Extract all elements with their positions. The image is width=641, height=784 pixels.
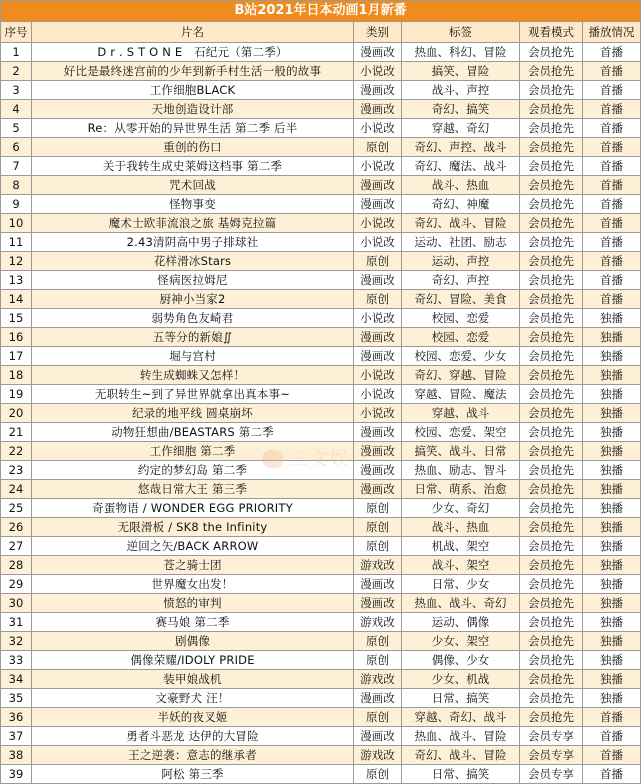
cell-broadcast: 独播	[583, 518, 641, 537]
cell-category: 原创	[354, 252, 402, 271]
cell-watch-mode: 会员抢先	[520, 176, 583, 195]
cell-name: 好比是最终迷宫前的少年到新手村生活一般的故事	[32, 62, 354, 81]
cell-category: 小说改	[354, 62, 402, 81]
cell-index: 12	[1, 252, 32, 271]
cell-watch-mode: 会员抢先	[520, 461, 583, 480]
cell-category: 原创	[354, 651, 402, 670]
cell-category: 漫画改	[354, 689, 402, 708]
header-row	[1, 22, 641, 43]
cell-name: 重创的伤口	[32, 138, 354, 157]
cell-index: 37	[1, 727, 32, 746]
cell-tags: 日常、搞笑	[402, 689, 520, 708]
cell-tags: 运动、声控	[402, 252, 520, 271]
cell-watch-mode: 会员抢先	[520, 214, 583, 233]
cell-name: 苍之骑士团	[32, 556, 354, 575]
cell-watch-mode: 会员抢先	[520, 613, 583, 632]
table-row	[1, 765, 641, 784]
cell-tags: 日常、萌系、治愈	[402, 480, 520, 499]
cell-broadcast: 独播	[583, 385, 641, 404]
cell-index: 28	[1, 556, 32, 575]
cell-index: 16	[1, 328, 32, 347]
cell-category: 漫画改	[354, 81, 402, 100]
cell-watch-mode: 会员抢先	[520, 670, 583, 689]
cell-watch-mode: 会员抢先	[520, 157, 583, 176]
cell-category: 漫画改	[354, 480, 402, 499]
table-row	[1, 347, 641, 366]
cell-category: 原创	[354, 632, 402, 651]
cell-category: 原创	[354, 708, 402, 727]
cell-broadcast: 首播	[583, 43, 641, 62]
cell-broadcast: 独播	[583, 670, 641, 689]
table-row	[1, 309, 641, 328]
cell-category: 漫画改	[354, 100, 402, 119]
cell-tags: 搞笑、冒险	[402, 62, 520, 81]
cell-name: 约定的梦幻岛 第二季	[32, 461, 354, 480]
cell-name: 魔术士欧菲流浪之旅 基姆克拉篇	[32, 214, 354, 233]
cell-category: 小说改	[354, 366, 402, 385]
cell-name: 无职转生~到了异世界就拿出真本事~	[32, 385, 354, 404]
cell-watch-mode: 会员抢先	[520, 43, 583, 62]
cell-watch-mode: 会员抢先	[520, 309, 583, 328]
cell-watch-mode: 会员抢先	[520, 708, 583, 727]
cell-tags: 日常、搞笑	[402, 765, 520, 784]
cell-tags: 穿越、奇幻	[402, 119, 520, 138]
cell-name: D r . S T O N E 石纪元（第二季）	[32, 43, 354, 62]
cell-index: 9	[1, 195, 32, 214]
cell-category: 原创	[354, 765, 402, 784]
cell-index: 39	[1, 765, 32, 784]
table-row	[1, 43, 641, 62]
cell-name: 阿松 第三季	[32, 765, 354, 784]
cell-tags: 奇幻、搞笑	[402, 100, 520, 119]
table-row	[1, 746, 641, 765]
cell-index: 24	[1, 480, 32, 499]
cell-tags: 战斗、声控	[402, 81, 520, 100]
watermark-text: 三文娱	[290, 449, 350, 470]
cell-name: 勇者斗恶龙 达伊的大冒险	[32, 727, 354, 746]
cell-broadcast: 独播	[583, 442, 641, 461]
cell-watch-mode: 会员抢先	[520, 423, 583, 442]
cell-index: 14	[1, 290, 32, 309]
cell-broadcast: 独播	[583, 328, 641, 347]
cell-broadcast: 首播	[583, 252, 641, 271]
cell-name: 动物狂想曲/BEASTARS 第二季	[32, 423, 354, 442]
table-row	[1, 176, 641, 195]
table-row	[1, 119, 641, 138]
cell-tags: 奇幻、神魔	[402, 195, 520, 214]
cell-index: 23	[1, 461, 32, 480]
cell-watch-mode: 会员抢先	[520, 575, 583, 594]
cell-category: 小说改	[354, 214, 402, 233]
table-row	[1, 727, 641, 746]
cell-index: 22	[1, 442, 32, 461]
table-row	[1, 423, 641, 442]
cell-category: 原创	[354, 138, 402, 157]
cell-tags: 热血、励志、智斗	[402, 461, 520, 480]
table-row	[1, 157, 641, 176]
cell-broadcast: 首播	[583, 157, 641, 176]
cell-name: 偶像荣耀/IDOLY PRIDE	[32, 651, 354, 670]
cell-watch-mode: 会员抢先	[520, 499, 583, 518]
cell-watch-mode: 会员抢先	[520, 328, 583, 347]
table-row	[1, 537, 641, 556]
cell-category: 游戏改	[354, 613, 402, 632]
cell-index: 5	[1, 119, 32, 138]
cell-watch-mode: 会员抢先	[520, 233, 583, 252]
cell-tags: 少女、架空	[402, 632, 520, 651]
cell-category: 漫画改	[354, 594, 402, 613]
cell-watch-mode: 会员抢先	[520, 366, 583, 385]
cell-tags: 战斗、热血	[402, 176, 520, 195]
cell-broadcast: 独播	[583, 651, 641, 670]
cell-broadcast: 首播	[583, 119, 641, 138]
cell-tags: 战斗、架空	[402, 556, 520, 575]
cell-tags: 校园、恋爱	[402, 309, 520, 328]
cell-watch-mode: 会员抢先	[520, 518, 583, 537]
cell-watch-mode: 会员专享	[520, 746, 583, 765]
cell-index: 15	[1, 309, 32, 328]
cell-index: 3	[1, 81, 32, 100]
cell-index: 36	[1, 708, 32, 727]
cell-watch-mode: 会员抢先	[520, 290, 583, 309]
cell-category: 漫画改	[354, 271, 402, 290]
cell-index: 19	[1, 385, 32, 404]
cell-broadcast: 独播	[583, 556, 641, 575]
cell-category: 漫画改	[354, 442, 402, 461]
cell-category: 漫画改	[354, 461, 402, 480]
table-row	[1, 195, 641, 214]
cell-name: 天地创造设计部	[32, 100, 354, 119]
cell-category: 小说改	[354, 309, 402, 328]
cell-broadcast: 首播	[583, 81, 641, 100]
cell-name: 纪录的地平线 圆桌崩坏	[32, 404, 354, 423]
cell-name: 工作细胞 第二季	[32, 442, 354, 461]
cell-watch-mode: 会员抢先	[520, 480, 583, 499]
cell-tags: 奇幻、冒险、美食	[402, 290, 520, 309]
cell-broadcast: 首播	[583, 233, 641, 252]
cell-category: 游戏改	[354, 556, 402, 575]
table-row	[1, 670, 641, 689]
cell-name: 工作细胞BLACK	[32, 81, 354, 100]
table-row	[1, 708, 641, 727]
cell-index: 4	[1, 100, 32, 119]
cell-name: 装甲娘战机	[32, 670, 354, 689]
cell-category: 原创	[354, 518, 402, 537]
cell-index: 25	[1, 499, 32, 518]
cell-index: 8	[1, 176, 32, 195]
table-row	[1, 385, 641, 404]
cell-name: 半妖的夜叉姬	[32, 708, 354, 727]
cell-name: 悠哉日常大王 第三季	[32, 480, 354, 499]
table-row	[1, 461, 641, 480]
cell-watch-mode: 会员抢先	[520, 81, 583, 100]
cell-category: 漫画改	[354, 347, 402, 366]
cell-broadcast: 首播	[583, 290, 641, 309]
cell-tags: 热血、战斗、奇幻	[402, 594, 520, 613]
cell-broadcast: 首播	[583, 271, 641, 290]
cell-watch-mode: 会员抢先	[520, 62, 583, 81]
cell-watch-mode: 会员专享	[520, 727, 583, 746]
cell-category: 漫画改	[354, 43, 402, 62]
cell-name: 堀与宫村	[32, 347, 354, 366]
cell-watch-mode: 会员抢先	[520, 385, 583, 404]
cell-watch-mode: 会员抢先	[520, 442, 583, 461]
cell-name: 关于我转生成史莱姆这档事 第二季	[32, 157, 354, 176]
header-category: 类别	[354, 22, 402, 43]
cell-watch-mode: 会员抢先	[520, 100, 583, 119]
cell-name: 咒术回战	[32, 176, 354, 195]
cell-index: 30	[1, 594, 32, 613]
cell-broadcast: 独播	[583, 461, 641, 480]
cell-watch-mode: 会员抢先	[520, 119, 583, 138]
cell-name: 愤怒的审判	[32, 594, 354, 613]
cell-index: 29	[1, 575, 32, 594]
cell-name: 怪物事变	[32, 195, 354, 214]
table-row	[1, 442, 641, 461]
cell-category: 小说改	[354, 119, 402, 138]
table-row	[1, 271, 641, 290]
table-row	[1, 252, 641, 271]
cell-tags: 搞笑、战斗、日常	[402, 442, 520, 461]
cell-broadcast: 首播	[583, 746, 641, 765]
cell-index: 20	[1, 404, 32, 423]
cell-tags: 热血、战斗、冒险	[402, 727, 520, 746]
cell-tags: 运动、偶像	[402, 613, 520, 632]
cell-watch-mode: 会员抢先	[520, 556, 583, 575]
cell-watch-mode: 会员抢先	[520, 271, 583, 290]
cell-broadcast: 独播	[583, 632, 641, 651]
cell-index: 21	[1, 423, 32, 442]
cell-broadcast: 首播	[583, 195, 641, 214]
cell-watch-mode: 会员抢先	[520, 537, 583, 556]
cell-broadcast: 首播	[583, 214, 641, 233]
cell-tags: 机战、架空	[402, 537, 520, 556]
cell-index: 32	[1, 632, 32, 651]
cell-name: 赛马娘 第二季	[32, 613, 354, 632]
cell-tags: 少女、机战	[402, 670, 520, 689]
cell-name: Re：从零开始的异世界生活 第二季 后半	[32, 119, 354, 138]
cell-index: 7	[1, 157, 32, 176]
cell-index: 13	[1, 271, 32, 290]
cell-index: 17	[1, 347, 32, 366]
table-row	[1, 404, 641, 423]
cell-index: 31	[1, 613, 32, 632]
cell-broadcast: 首播	[583, 100, 641, 119]
cell-broadcast: 独播	[583, 594, 641, 613]
cell-broadcast: 首播	[583, 62, 641, 81]
cell-watch-mode: 会员抢先	[520, 689, 583, 708]
cell-broadcast: 独播	[583, 499, 641, 518]
cell-name: 2.43清阴高中男子排球社	[32, 233, 354, 252]
cell-category: 小说改	[354, 385, 402, 404]
cell-broadcast: 独播	[583, 309, 641, 328]
cell-tags: 校园、恋爱	[402, 328, 520, 347]
cell-watch-mode: 会员抢先	[520, 632, 583, 651]
cell-name: 剧偶像	[32, 632, 354, 651]
cell-broadcast: 独播	[583, 480, 641, 499]
cell-broadcast: 独播	[583, 689, 641, 708]
cell-broadcast: 首播	[583, 708, 641, 727]
cell-index: 35	[1, 689, 32, 708]
cell-name: 厨神小当家2	[32, 290, 354, 309]
cell-category: 漫画改	[354, 195, 402, 214]
cell-tags: 日常、少女	[402, 575, 520, 594]
table-row	[1, 651, 641, 670]
cell-index: 33	[1, 651, 32, 670]
table-row	[1, 366, 641, 385]
table-row	[1, 214, 641, 233]
header-broadcast: 播放情况	[583, 22, 641, 43]
table-row	[1, 480, 641, 499]
cell-broadcast: 首播	[583, 765, 641, 784]
cell-broadcast: 独播	[583, 347, 641, 366]
cell-tags: 偶像、少女	[402, 651, 520, 670]
table-row	[1, 290, 641, 309]
cell-category: 原创	[354, 499, 402, 518]
cell-tags: 穿越、战斗	[402, 404, 520, 423]
cell-broadcast: 首播	[583, 176, 641, 195]
cell-tags: 奇幻、穿越、冒险	[402, 366, 520, 385]
cell-tags: 战斗、热血	[402, 518, 520, 537]
header-index: 序号	[1, 22, 32, 43]
cell-tags: 热血、科幻、冒险	[402, 43, 520, 62]
table-body	[1, 43, 641, 784]
cell-name: 花样滑冰Stars	[32, 252, 354, 271]
table-row	[1, 138, 641, 157]
table-title: B站2021年日本动画1月新番	[1, 1, 641, 22]
cell-broadcast: 独播	[583, 423, 641, 442]
cell-tags: 穿越、冒险、魔法	[402, 385, 520, 404]
cell-category: 小说改	[354, 157, 402, 176]
cell-tags: 运动、社团、励志	[402, 233, 520, 252]
cell-broadcast: 独播	[583, 537, 641, 556]
table-row	[1, 100, 641, 119]
cell-broadcast: 首播	[583, 727, 641, 746]
table-row	[1, 556, 641, 575]
cell-tags: 奇幻、声控、战斗	[402, 138, 520, 157]
cell-name: 无限滑板 / SK8 the Infinity	[32, 518, 354, 537]
cell-category: 漫画改	[354, 727, 402, 746]
table-row	[1, 613, 641, 632]
cell-broadcast: 独播	[583, 613, 641, 632]
cell-tags: 校园、恋爱、少女	[402, 347, 520, 366]
cell-watch-mode: 会员专享	[520, 765, 583, 784]
header-watch-mode: 观看模式	[520, 22, 583, 43]
cell-index: 18	[1, 366, 32, 385]
cell-category: 小说改	[354, 404, 402, 423]
table-row	[1, 594, 641, 613]
cell-index: 34	[1, 670, 32, 689]
cell-watch-mode: 会员抢先	[520, 347, 583, 366]
table-row	[1, 632, 641, 651]
cell-category: 游戏改	[354, 670, 402, 689]
cell-category: 漫画改	[354, 176, 402, 195]
cell-tags: 奇幻、魔法、战斗	[402, 157, 520, 176]
header-name: 片名	[32, 22, 354, 43]
cell-watch-mode: 会员抢先	[520, 651, 583, 670]
table-row	[1, 233, 641, 252]
cell-broadcast: 独播	[583, 404, 641, 423]
cell-broadcast: 独播	[583, 366, 641, 385]
cell-watch-mode: 会员抢先	[520, 195, 583, 214]
cell-index: 27	[1, 537, 32, 556]
table-row	[1, 81, 641, 100]
cell-broadcast: 独播	[583, 575, 641, 594]
cell-tags: 奇幻、战斗、冒险	[402, 214, 520, 233]
table-row	[1, 575, 641, 594]
cell-name: 转生成蜘蛛又怎样！	[32, 366, 354, 385]
cell-name: 王之逆袭：意志的继承者	[32, 746, 354, 765]
cell-category: 漫画改	[354, 575, 402, 594]
table-row	[1, 499, 641, 518]
table-row	[1, 518, 641, 537]
cell-name: 奇蛋物语 / WONDER EGG PRIORITY	[32, 499, 354, 518]
table-row	[1, 62, 641, 81]
cell-watch-mode: 会员抢先	[520, 404, 583, 423]
cell-name: 世界魔女出发！	[32, 575, 354, 594]
cell-watch-mode: 会员抢先	[520, 252, 583, 271]
cell-category: 原创	[354, 290, 402, 309]
cell-index: 11	[1, 233, 32, 252]
cell-tags: 穿越、奇幻、战斗	[402, 708, 520, 727]
cell-index: 38	[1, 746, 32, 765]
cell-index: 26	[1, 518, 32, 537]
cell-name: 文豪野犬 汪！	[32, 689, 354, 708]
cell-index: 10	[1, 214, 32, 233]
cell-name: 弱势角色友崎君	[32, 309, 354, 328]
cell-index: 1	[1, 43, 32, 62]
cell-category: 漫画改	[354, 328, 402, 347]
cell-watch-mode: 会员抢先	[520, 594, 583, 613]
cell-category: 漫画改	[354, 423, 402, 442]
cell-tags: 奇幻、战斗、冒险	[402, 746, 520, 765]
header-tags: 标签	[402, 22, 520, 43]
cell-name: 怪病医拉姆尼	[32, 271, 354, 290]
table-row	[1, 328, 641, 347]
cell-broadcast: 首播	[583, 138, 641, 157]
cell-name: 逆回之矢/BACK ARROW	[32, 537, 354, 556]
table-row	[1, 689, 641, 708]
cell-index: 2	[1, 62, 32, 81]
cell-tags: 奇幻、声控	[402, 271, 520, 290]
cell-category: 游戏改	[354, 746, 402, 765]
cell-name: 五等分的新娘∬	[32, 328, 354, 347]
cell-index: 6	[1, 138, 32, 157]
cell-tags: 校园、恋爱、架空	[402, 423, 520, 442]
cell-watch-mode: 会员抢先	[520, 138, 583, 157]
cell-category: 小说改	[354, 233, 402, 252]
cell-category: 原创	[354, 537, 402, 556]
cell-tags: 少女、奇幻	[402, 499, 520, 518]
